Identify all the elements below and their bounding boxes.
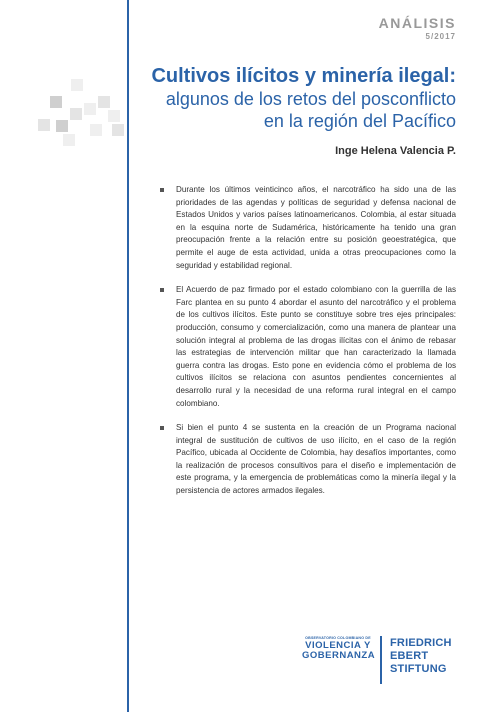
fes-logo xyxy=(390,637,460,676)
paragraph-text: Durante los últimos veinticinco años, el narcotráfico ha sido una de las prioridades de las agendas y políticas de seguridad y defensa nacional de Estados Unidos y varios países latinoamericanos. Colombia, al estar situada en la esquina norte de Sudamérica, históricamente ha tenido una gran preocupación frente a la relación entre su posición geoestratégica, que permite el auge de esta actividad, unida a otras preocupaciones como la seguridad y estabilidad regional. xyxy=(176,185,456,270)
fes-logo-line-1: FRIEDRICH xyxy=(390,637,452,649)
document-title xyxy=(126,64,456,132)
ocvg-logo-subtitle: OBSERVATORIO COLOMBIANO DE xyxy=(305,636,371,640)
fes-logo-line-2: EBERT xyxy=(390,650,429,662)
author-name: Inge Helena Valencia P. xyxy=(335,145,456,157)
ocvg-logo-word-2: GOBERNANZA xyxy=(302,650,376,661)
ocvg-logo-word-1: VIOLENCIA Y xyxy=(305,640,371,651)
title-line-2: algunos de los retos del posconflicto xyxy=(165,89,456,109)
bullet-square-icon xyxy=(160,188,164,192)
title-line-1: Cultivos ilícitos y minería ilegal: xyxy=(151,65,456,87)
issue-number: 5/2017 xyxy=(425,32,456,41)
list-item xyxy=(160,184,456,272)
ocvg-logo xyxy=(302,636,374,682)
section-label: ANÁLISIS xyxy=(378,15,456,31)
fes-logo-line-3: STIFTUNG xyxy=(390,663,447,675)
paragraph-text: El Acuerdo de paz firmado por el estado colombiano con la guerrilla de las Farc plantea en su punto 4 abordar el asunto del narcotráfico y el problema de los cultivos ilícitos. Este punto se constituye sobre tres ejes principales: producción, consumo y comercialización, como una manera de plantear una solución integral al problema de las drogas ilícitas con el ánimo de rebasar las estrategias de intervención militar que han caracterizado la llamada guerra contra las drogas. Esto pone en evidencia cómo el problema de los cultivos ilícitos se relaciona con asuntos pendientes concernientes al desarrollo rural y la necesidad de una reforma rural integral en el campo colombiano. xyxy=(176,285,456,408)
title-line-3: en la región del Pacífico xyxy=(263,111,456,131)
section-header xyxy=(379,15,456,43)
list-item xyxy=(160,284,456,410)
list-item xyxy=(160,422,456,498)
bullet-square-icon xyxy=(160,288,164,292)
bullet-square-icon xyxy=(160,426,164,430)
paragraph-text: Si bien el punto 4 se sustenta en la creación de un Programa nacional integral de sustitución de cultivos de uso ilícito, en el caso de la región Pacífico, ubicada al Occidente de Colombia, hay desafíos importantes, como la realización de procesos consultivos para el diseño e implementación de este programa, y la emergencia de problemáticas como la minería ilegal y la persistencia de actores armados ilegales. xyxy=(176,423,456,496)
summary-bullets xyxy=(160,184,456,510)
logo-divider xyxy=(380,636,382,684)
